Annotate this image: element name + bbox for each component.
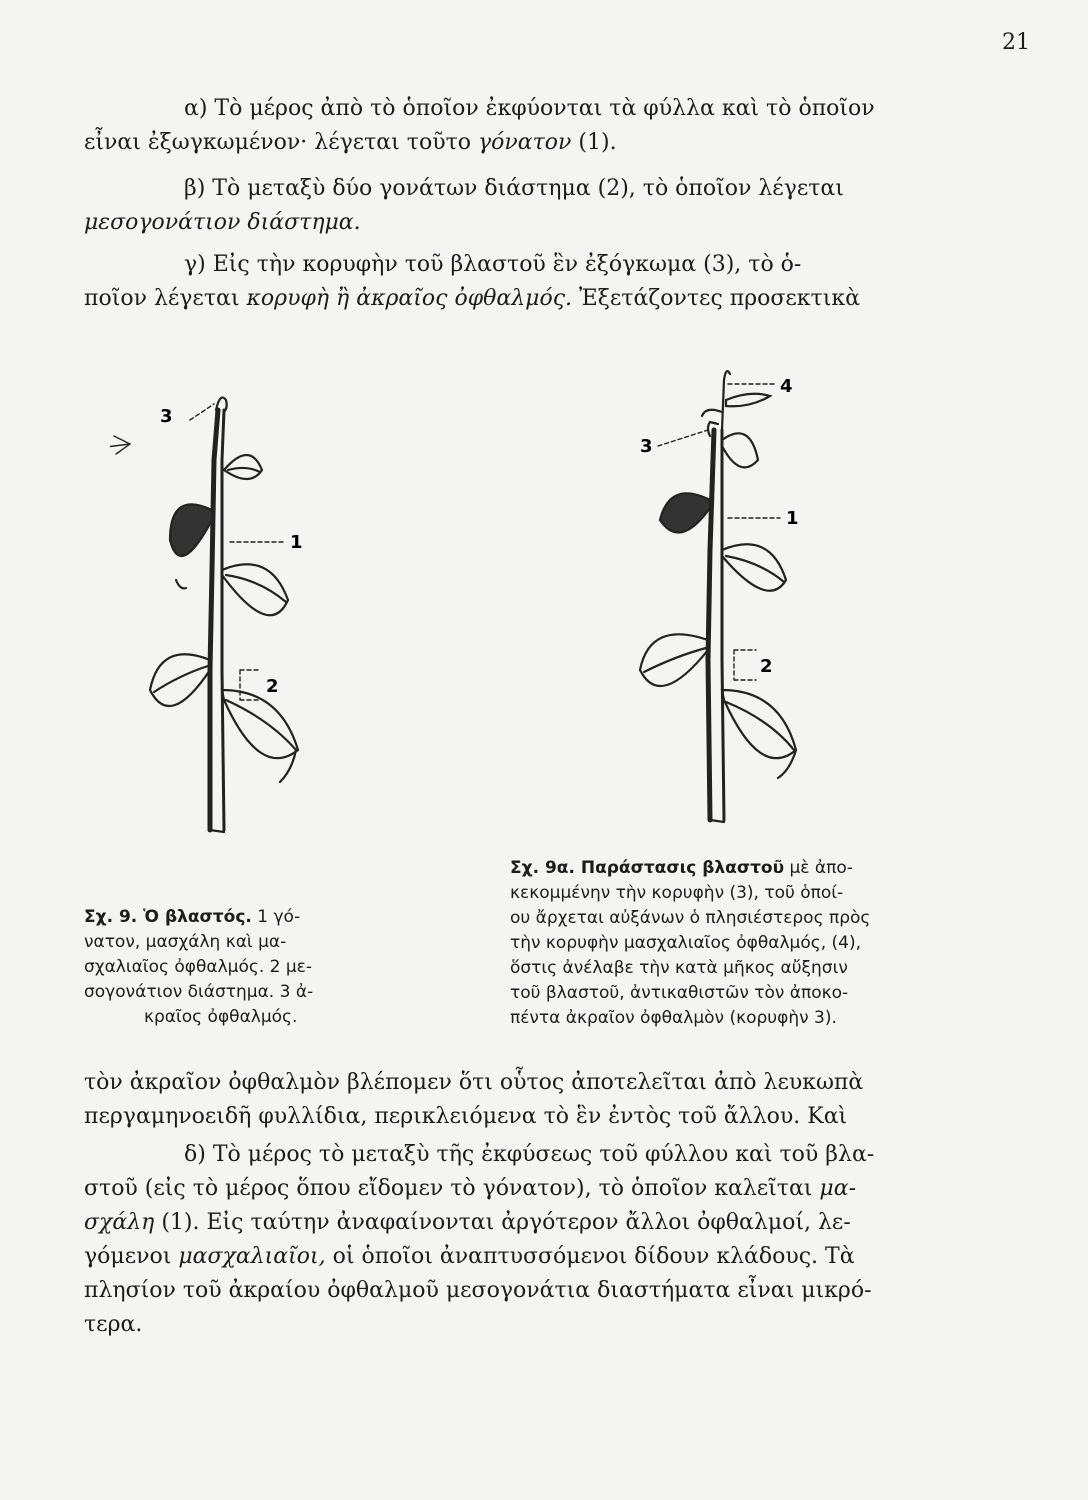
text-line: (1). (571, 130, 617, 155)
text-line: οἱ ὁποῖοι ἀναπτυσσόμενοι δίδουν κλάδους. Τὰ (325, 1244, 855, 1269)
caption-line: ου ἄρχεται αὐξάνων ὁ πλησιέστερος πρὸς (510, 908, 871, 928)
caption-line: τὴν κορυφὴν μασχαλιαῖος ὀφθαλμός, (4), (510, 933, 861, 953)
term-mesogonation: μεσογονάτιον διάστημα. (84, 210, 361, 235)
label-1: 1 (786, 508, 799, 529)
label-3: 3 (160, 406, 173, 427)
caption-title: Σχ. 9α. Παράστασις βλαστοῦ (510, 858, 785, 878)
caption-title: Σχ. 9. Ὁ βλαστός. (84, 907, 252, 927)
text-line: εἶναι ἐξωγκωμένον· λέγεται τοῦτο (84, 130, 478, 155)
label-2: 2 (760, 656, 773, 677)
text-line: γ) Εἰς τὴν κορυφὴν τοῦ βλαστοῦ ἓν ἐξόγκωμα (3), τὸ ὁ- (184, 252, 802, 277)
caption-line: νατον, μασχάλη καὶ μα- (84, 932, 287, 952)
term-gonaton: γόνατον (477, 130, 572, 155)
caption-line: κεκομμένην τὴν κορυφὴν (3), τοῦ ὁποί- (510, 883, 844, 903)
caption-line: τοῦ βλαστοῦ, ἀντικαθιστῶν τὸν ἀποκο- (510, 983, 849, 1003)
paragraph-gamma (84, 248, 924, 316)
term-koryfi: κορυφὴ ἢ ἀκραῖος ὀφθαλμός. (246, 286, 573, 311)
text-line: πλησίον τοῦ ἀκραίου ὀφθαλμοῦ μεσογονάτια διαστήματα εἶναι μικρό- (84, 1278, 872, 1303)
text-line: α) Τὸ μέρος ἀπὸ τὸ ὁποῖον ἐκφύονται τὰ φύλλα καὶ τὸ ὁποῖον (184, 96, 875, 121)
caption-line: πέντα ἀκραῖον ὀφθαλμὸν (κορυφὴν 3). (510, 1008, 837, 1028)
term-maschali: σχάλη (84, 1210, 155, 1235)
label-4: 4 (780, 376, 793, 397)
paragraph-beta (84, 172, 924, 240)
label-3: 3 (640, 436, 653, 457)
text-line: ποῖον λέγεται (84, 286, 247, 311)
paragraph-continuation (84, 1066, 924, 1134)
label-1: 1 (290, 532, 303, 553)
figure-stem-cut-apex-illustration (610, 350, 870, 840)
paragraph-alpha (84, 92, 924, 160)
text-line: περγαμηνοειδῆ φυλλίδια, περικλειόμενα τὸ ἓν ἐντὸς τοῦ ἄλλου. Καὶ (84, 1104, 848, 1129)
caption-line: μὲ ἀπο- (784, 858, 853, 878)
caption-line: 1 γό- (251, 907, 301, 927)
caption-line: κραῖος ὀφθαλμός. (144, 1007, 298, 1027)
caption-line: ὅστις ἀνέλαβε τὴν κατὰ μῆκος αὔξησιν (510, 958, 848, 978)
text-line: δ) Τὸ μέρος τὸ μεταξὺ τῆς ἐκφύσεως τοῦ φύλλου καὶ τοῦ βλα- (184, 1142, 875, 1167)
text-line: (1). Εἰς ταύτην ἀναφαίνονται ἀργότερον ἄλλοι ὀφθαλμοί, λε- (154, 1210, 851, 1235)
paragraph-delta (84, 1138, 924, 1342)
text-line: γόμενοι (84, 1244, 179, 1269)
caption-line: σχαλιαῖος ὀφθαλμός. 2 με- (84, 957, 312, 977)
text-line: στοῦ (εἰς τὸ μέρος ὅπου εἴδομεν τὸ γόνατον), τὸ ὁποῖον καλεῖται (84, 1176, 820, 1201)
caption-line: σογονάτιον διάστημα. 3 ἀ- (84, 982, 314, 1002)
page-number: 21 (1002, 30, 1030, 55)
text-line: τὸν ἀκραῖον ὀφθαλμὸν βλέπομεν ὅτι οὗτος ἀποτελεῖται ἀπὸ λευκωπὰ (84, 1070, 864, 1095)
term-maschali: μα- (819, 1176, 857, 1201)
text-line: τερα. (84, 1312, 143, 1337)
text-line: β) Τὸ μεταξὺ δύο γονάτων διάστημα (2), τὸ ὁποῖον λέγεται (184, 176, 844, 201)
text-line: Ἐξετάζοντες προσεκτικὰ (572, 286, 860, 311)
figure-stem-illustration (110, 370, 350, 850)
term-maschaliaioi: μασχαλιαῖοι, (178, 1244, 326, 1269)
caption-figure-9a (510, 856, 930, 1031)
label-2: 2 (266, 676, 279, 697)
caption-figure-9 (84, 905, 384, 1030)
